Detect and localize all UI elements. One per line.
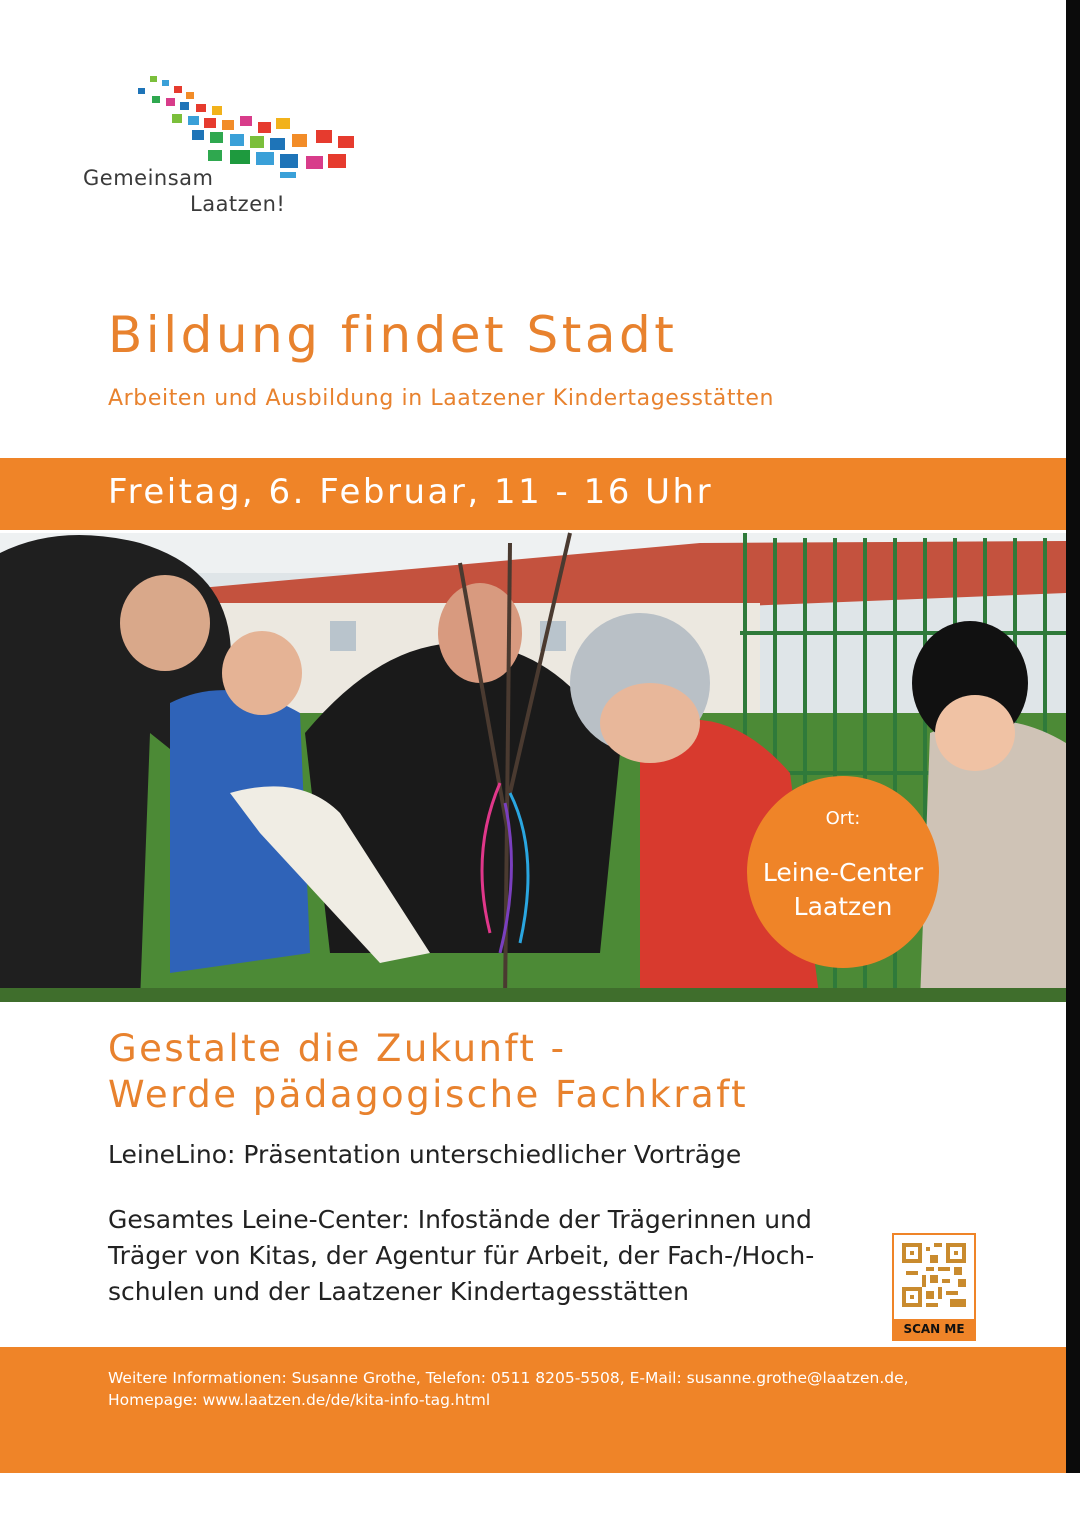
qr-code[interactable] [892,1233,976,1341]
program-item2-line2: Träger von Kitas, der Agentur für Arbeit, der Fach-/Hoch- [108,1241,815,1270]
logo-squares-graphic [80,68,380,178]
program-item-leinelino: LeineLino: Präsentation unterschiedlicher Vorträge [108,1140,742,1169]
page-edge [1066,0,1080,1473]
footer-contact [108,1367,909,1411]
qr-code-icon [902,1243,966,1307]
scan-me-label: SCAN ME [894,1319,974,1339]
photo-credit: Foto: © Pixabay [906,1521,987,1532]
footer-homepage-line: Homepage: www.laatzen.de/de/kita-info-tag.html [108,1391,491,1409]
headline-line1: Gestalte die Zukunft - [108,1027,567,1070]
program-item-infostaende [108,1202,878,1310]
location-badge [747,776,939,968]
call-to-action-headline [108,1026,748,1118]
location-line1: Leine-Center [762,858,924,887]
headline-line2: Werde pädagogische Fachkraft [108,1073,749,1116]
footer-band [0,1347,1066,1473]
poster-title: Bildung findet Stadt [108,306,678,364]
location-line2: Laatzen [793,892,893,921]
program-item2-line3: schulen und der Laatzener Kindertagesstätten [108,1277,689,1306]
location-name [747,856,939,924]
program-item2-line1: Gesamtes Leine-Center: Infostände der Trägerinnen und [108,1205,812,1234]
date-banner [0,458,1066,530]
footer-contact-line: Weitere Informationen: Susanne Grothe, Telefon: 0511 8205-5508, E-Mail: susanne.grothe@laatzen.de, [108,1369,909,1387]
logo-text-gemeinsam: Gemeinsam [83,166,214,190]
logo-text-laatzen: Laatzen! [190,192,286,216]
poster-subtitle: Arbeiten und Ausbildung in Laatzener Kindertagesstätten [108,386,774,411]
gemeinsam-laatzen-logo [80,68,380,228]
event-date: Freitag, 6. Februar, 11 - 16 Uhr [108,472,714,512]
location-label: Ort: [825,808,861,829]
